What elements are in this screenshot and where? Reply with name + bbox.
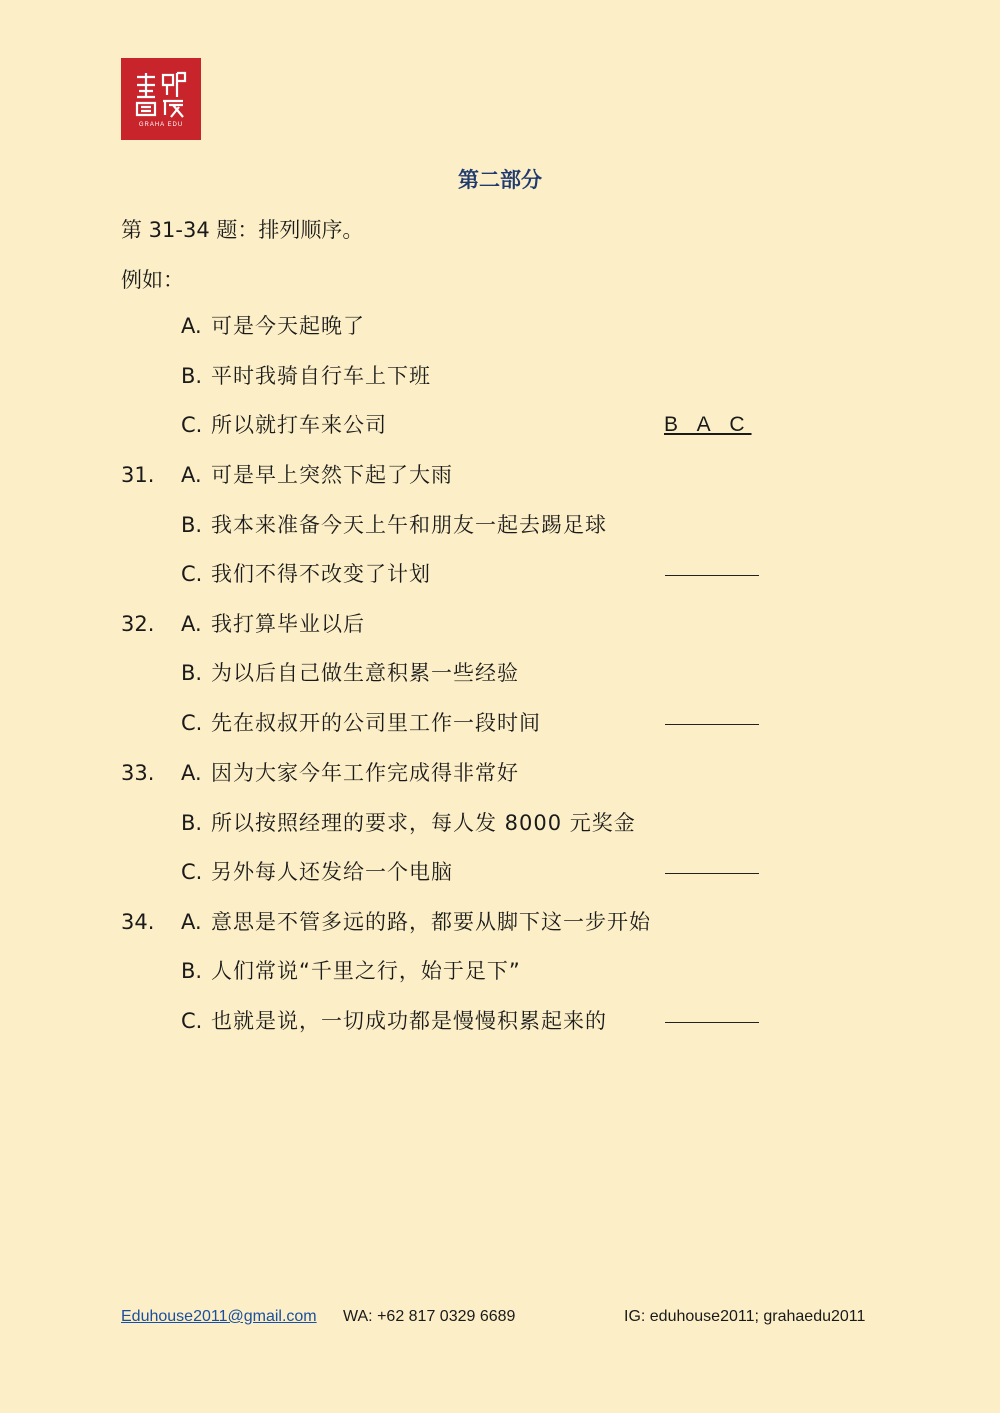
option-letter: C. (181, 1009, 203, 1033)
option-text: 我们不得不改变了计划 (211, 562, 431, 586)
option-letter: B. (181, 811, 203, 835)
question-option-b (121, 956, 781, 986)
question-number: 31. (121, 463, 155, 487)
option-text: 另外每人还发给一个电脑 (211, 860, 453, 884)
graha-edu-logo (121, 58, 201, 140)
question-option-c (121, 1006, 781, 1036)
option-text: 意思是不管多远的路，都要从脚下这一步开始 (211, 910, 651, 934)
footer (121, 1308, 881, 1332)
seal-logo-icon (133, 71, 189, 119)
question-option-b (121, 808, 781, 838)
option-text: 也就是说，一切成功都是慢慢积累起来的 (211, 1009, 607, 1033)
option-text: 因为大家今年工作完成得非常好 (211, 761, 519, 785)
option-text: 我本来准备今天上午和朋友一起去踢足球 (211, 513, 607, 537)
question-option-c (121, 559, 781, 589)
answer-blank[interactable] (665, 575, 759, 576)
option-text: 我打算毕业以后 (211, 612, 365, 636)
option-letter: B. (181, 364, 203, 388)
option-letter: C. (181, 413, 203, 437)
option-text: 人们常说“千里之行，始于足下” (211, 959, 521, 983)
question-number: 32. (121, 612, 155, 636)
question-option-c (121, 708, 781, 738)
option-letter: A. (181, 463, 202, 487)
example-option-a (121, 311, 781, 341)
example-answer: B A C (664, 413, 752, 436)
option-letter: C. (181, 711, 203, 735)
option-letter: C. (181, 562, 203, 586)
option-letter: B. (181, 513, 203, 537)
option-text: 为以后自己做生意积累一些经验 (211, 661, 519, 685)
option-letter: A. (181, 761, 202, 785)
question-option-b (121, 510, 781, 540)
whatsapp-contact: WA: +62 817 0329 6689 (343, 1308, 516, 1325)
example-option-b (121, 361, 781, 391)
instagram-contact: IG: eduhouse2011; grahaedu2011 (624, 1308, 866, 1325)
option-text: 可是今天起晚了 (211, 314, 365, 338)
question-option-b (121, 658, 781, 688)
email-link[interactable]: Eduhouse2011@gmail.com (121, 1308, 317, 1325)
option-letter: C. (181, 860, 203, 884)
answer-blank[interactable] (665, 873, 759, 874)
question-option-c (121, 857, 781, 887)
logo-brand-text: GRAHA EDU (138, 121, 184, 128)
example-option-c (121, 410, 781, 440)
question-option-a (121, 758, 781, 788)
example-label: 例如： (121, 268, 184, 292)
option-text: 所以就打车来公司 (211, 413, 387, 437)
question-number: 33. (121, 761, 155, 785)
question-number: 34. (121, 910, 155, 934)
option-text: 先在叔叔开的公司里工作一段时间 (211, 711, 541, 735)
option-letter: A. (181, 910, 202, 934)
option-text: 所以按照经理的要求，每人发 8000 元奖金 (211, 811, 636, 835)
option-letter: A. (181, 314, 202, 338)
section-title: 第二部分 (458, 168, 542, 192)
question-option-a (121, 907, 781, 937)
answer-blank[interactable] (665, 724, 759, 725)
option-text: 平时我骑自行车上下班 (211, 364, 431, 388)
option-letter: A. (181, 612, 202, 636)
instruction: 第 31-34 题：排列顺序。 (121, 218, 364, 242)
option-letter: B. (181, 959, 203, 983)
answer-blank[interactable] (665, 1022, 759, 1023)
option-text: 可是早上突然下起了大雨 (211, 463, 453, 487)
question-option-a (121, 460, 781, 490)
question-option-a (121, 609, 781, 639)
option-letter: B. (181, 661, 203, 685)
